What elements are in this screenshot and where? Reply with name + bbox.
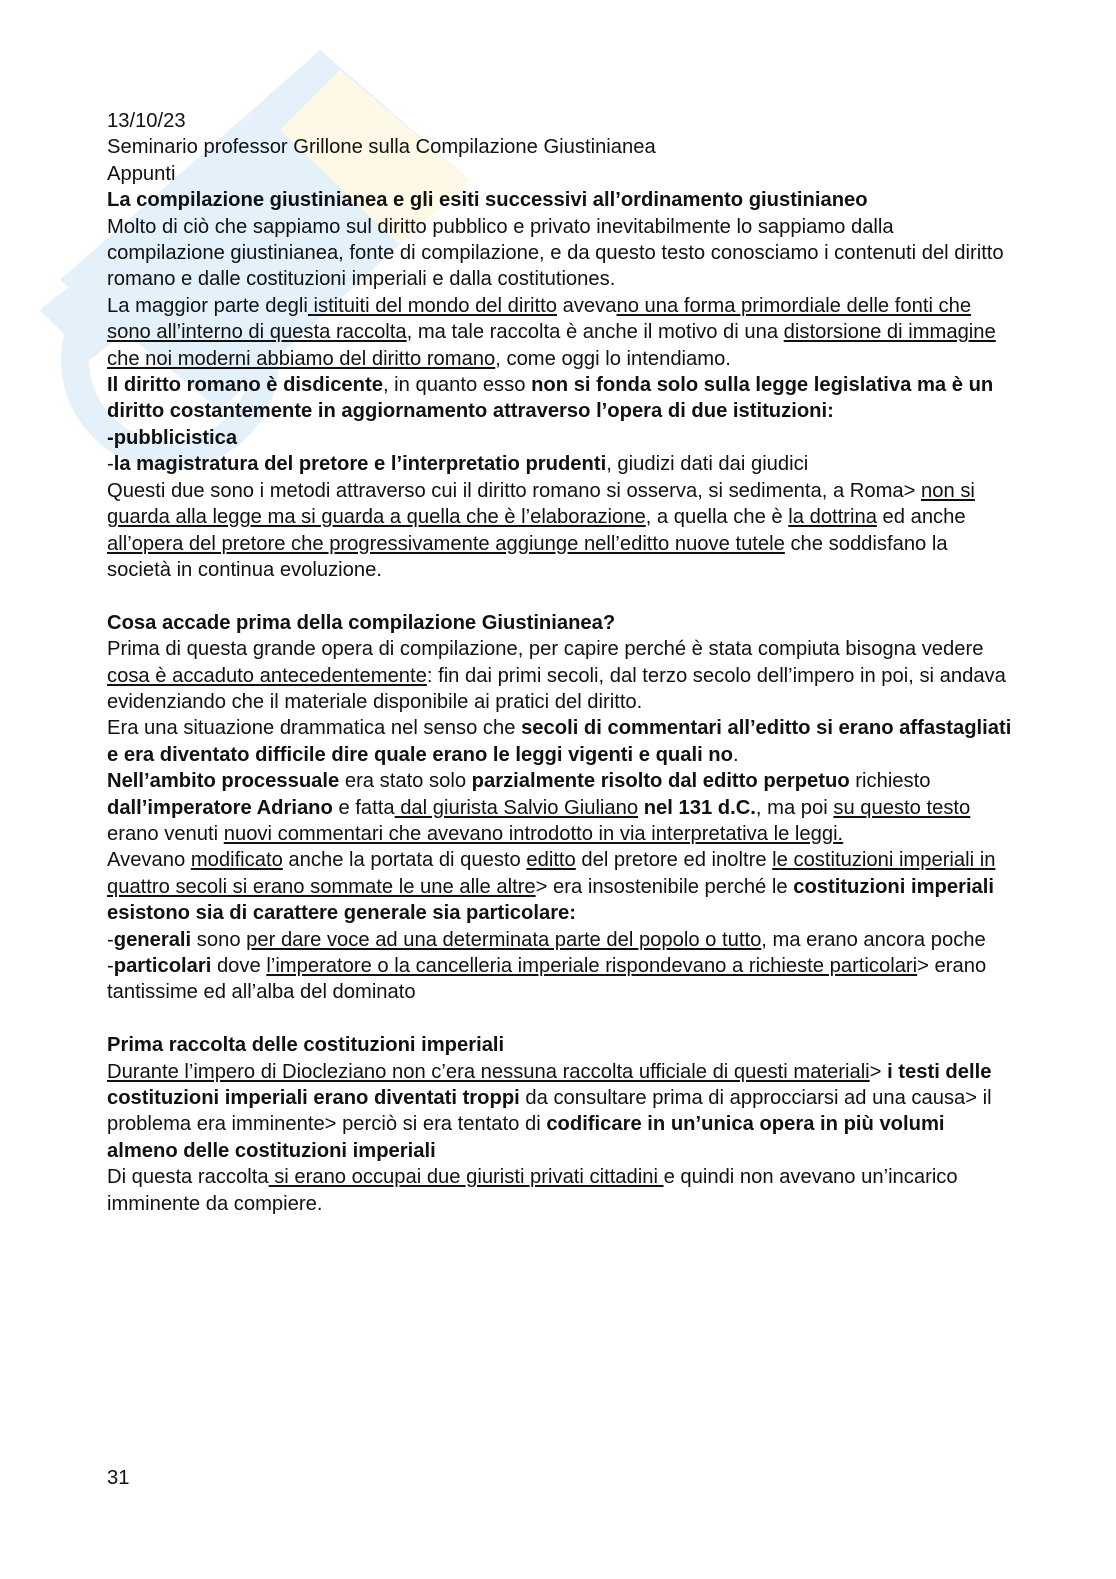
blank-line bbox=[107, 583, 1012, 609]
paragraph: Il diritto romano è disdicente, in quanto esso non si fonda solo sulla legge legislativa ma è un diritto costantemente in aggiornamento attraverso l’opera di due istituzioni: bbox=[107, 374, 994, 423]
notes-label: Appunti bbox=[107, 162, 176, 185]
page-number: 31 bbox=[107, 1467, 130, 1489]
list-item: -la magistratura del pretore e l’interpretatio prudenti, giudizi dati dai giudici bbox=[107, 453, 809, 476]
list-item: -particolari dove l’imperatore o la cancelleria imperiale rispondevano a richieste particolari> erano tantissime ed all’alba del dominato bbox=[107, 954, 987, 1004]
seminar-title: Seminario professor Grillone sulla Compilazione Giustinianea bbox=[107, 136, 656, 159]
date-line: 13/10/23 bbox=[107, 110, 186, 132]
section-heading: Prima raccolta delle costituzioni imperiali bbox=[107, 1034, 505, 1057]
paragraph: Durante l’impero di Diocleziano non c’era nessuna raccolta ufficiale di questi materiali> i testi delle costituzioni imperiali erano diventati troppi da consultare prima di approcciarsi ad una causa> il problema era imminente> perciò si era tentato di codificare in un’unica opera in più volumi almeno delle costituzioni imperiali bbox=[107, 1060, 992, 1162]
blank-line bbox=[107, 1006, 1012, 1032]
paragraph: Di questa raccolta si erano occupai due giuristi privati cittadini e quindi non avevano un’incarico imminente da compiere. bbox=[107, 1166, 958, 1215]
paragraph: Questi due sono i metodi attraverso cui il diritto romano si osserva, si sedimenta, a Roma> non si guarda alla legge ma si guarda a quella che è l’elaborazione, a quella che è la dottrina ed anche all’opera del pretore che progressivamente aggiunge nell’editto nuove tutele che soddisfano la società in continua evoluzione. bbox=[107, 479, 975, 581]
document-page bbox=[107, 108, 1012, 1217]
paragraph: Avevano modificato anche la portata di questo editto del pretore ed inoltre le costituzioni imperiali in quattro secoli si erano sommate le une alle altre> era insostenibile perché le costituzioni imperiali esistono sia di carattere generale sia particolare: bbox=[107, 849, 996, 925]
list-item: -generali sono per dare voce ad una determinata parte del popolo o tutto, ma erano ancora poche bbox=[107, 928, 986, 951]
paragraph: Prima di questa grande opera di compilazione, per capire perché è stata compiuta bisogna vedere cosa è accaduto antecedentemente: fin dai primi secoli, dal terzo secolo dell’impero in poi, si andava evidenziando che il materiale disponibile ai pratici del diritto. bbox=[107, 638, 1006, 713]
paragraph: Nell’ambito processuale era stato solo parzialmente risolto dal editto perpetuo richiesto dall’imperatore Adriano e fatta dal giurista Salvio Giuliano nel 131 d.C., ma poi su questo testo erano venuti nuovi commentari che avevano introdotto in via interpretativa le leggi. bbox=[107, 770, 971, 845]
list-item: -pubblicistica bbox=[107, 426, 238, 449]
section-heading: Cosa accade prima della compilazione Giustinianea? bbox=[107, 611, 616, 634]
paragraph: Molto di ciò che sappiamo sul diritto pubblico e privato inevitabilmente lo sappiamo dalla compilazione giustinianea, fonte di compilazione, e da questo testo conosciamo i contenuti del diritto romano e dalle costituzioni imperiali e dalla costitutiones. bbox=[107, 215, 1004, 291]
paragraph: La maggior parte degli istituiti del mondo del diritto avevano una forma primordiale delle fonti che sono all’interno di questa raccolta, ma tale raccolta è anche il motivo di una distorsione di immagine che noi moderni abbiamo del diritto romano, come oggi lo intendiamo. bbox=[107, 294, 996, 370]
section-heading: La compilazione giustinianea e gli esiti successivi all’ordinamento giustinianeo bbox=[107, 189, 868, 212]
paragraph: Era una situazione drammatica nel senso che secoli di commentari all’editto si erano affastagliati e era diventato difficile dire quale erano le leggi vigenti e quali no. bbox=[107, 717, 1012, 766]
